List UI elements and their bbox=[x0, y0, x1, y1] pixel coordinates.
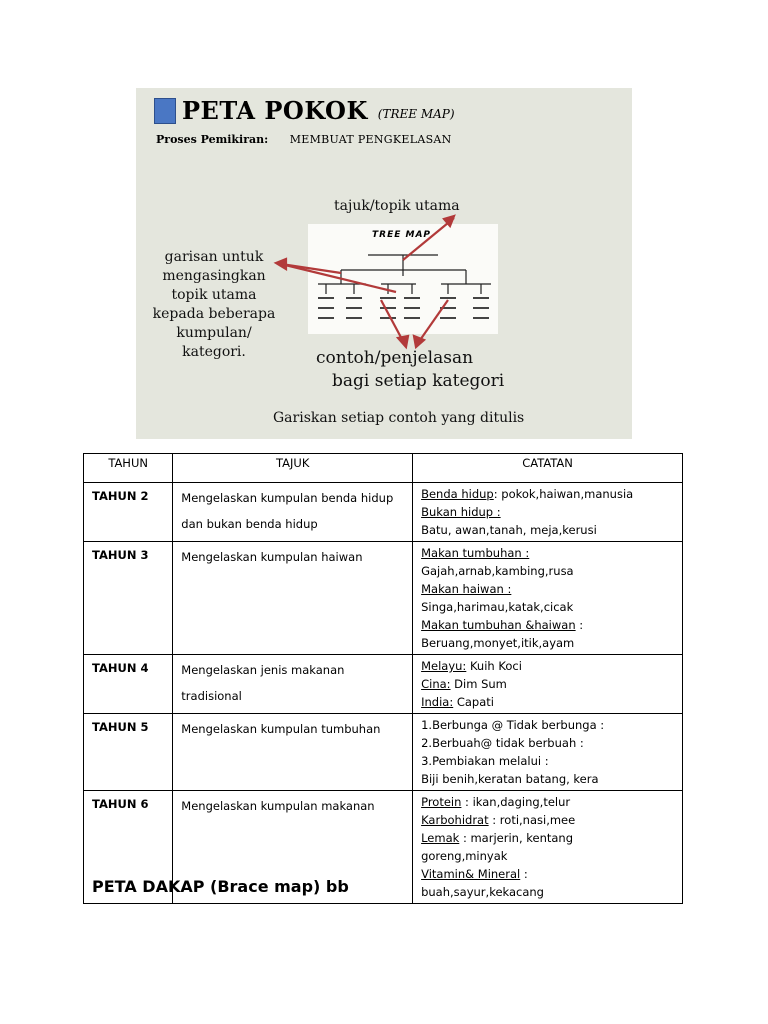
note-text: Dim Sum bbox=[450, 677, 507, 691]
note-text: : bbox=[575, 618, 584, 632]
note-category: Protein bbox=[421, 795, 462, 809]
note-category: Cina: bbox=[421, 677, 451, 691]
process-label: Proses Pemikiran: bbox=[156, 133, 269, 146]
note-category: India: bbox=[421, 695, 454, 709]
note-line bbox=[421, 770, 674, 788]
note-text: Gajah,arnab,kambing,rusa bbox=[421, 564, 574, 578]
note-text: Kuih Koci bbox=[466, 659, 522, 673]
note-category: Makan tumbuhan &haiwan bbox=[421, 618, 576, 632]
note-category: Benda hidup bbox=[421, 487, 494, 501]
header-tajuk: TAJUK bbox=[173, 454, 413, 483]
cell-notes bbox=[413, 542, 683, 655]
note-text: Biji benih,keratan batang, kera bbox=[421, 772, 599, 786]
label-examples-line-2: bagi setiap kategori bbox=[332, 371, 505, 391]
cell-title: Mengelaskan kumpulan benda hidup dan bukan benda hidup bbox=[173, 483, 413, 542]
note-line bbox=[421, 865, 674, 883]
cell-notes bbox=[413, 483, 683, 542]
note-text: 2.Berbuah@ tidak berbuah : bbox=[421, 736, 584, 750]
note-line bbox=[421, 716, 674, 734]
note-text: Batu, awan,tanah, meja,kerusi bbox=[421, 523, 597, 537]
note-text: buah,sayur,kekacang bbox=[421, 885, 544, 899]
table-row bbox=[84, 655, 683, 714]
note-text: : marjerin, kentang bbox=[459, 831, 574, 845]
header-tahun: TAHUN bbox=[84, 454, 173, 483]
footer-heading: PETA DAKAP (Brace map) bb bbox=[92, 877, 349, 896]
note-line bbox=[421, 811, 674, 829]
cell-year: TAHUN 4 bbox=[84, 655, 173, 714]
cell-notes bbox=[413, 714, 683, 791]
note-line bbox=[421, 657, 674, 675]
note-category: Makan haiwan : bbox=[421, 582, 512, 596]
slide-subtitle: (TREE MAP) bbox=[377, 106, 455, 121]
note-text: : bbox=[520, 867, 528, 881]
note-line bbox=[421, 616, 674, 634]
label-main-topic: tajuk/topik utama bbox=[334, 198, 460, 214]
note-text: : ikan,daging,telur bbox=[461, 795, 571, 809]
cell-title: Mengelaskan jenis makanan tradisional bbox=[173, 655, 413, 714]
note-line bbox=[421, 675, 674, 693]
header-catatan: CATATAN bbox=[413, 454, 683, 483]
note-line bbox=[421, 793, 674, 811]
note-line bbox=[421, 503, 674, 521]
table-row bbox=[84, 714, 683, 791]
note-text: Capati bbox=[453, 695, 494, 709]
cell-title: Mengelaskan kumpulan makanan bbox=[173, 791, 413, 904]
note-line bbox=[421, 544, 674, 562]
cell-year: TAHUN 6 bbox=[84, 791, 173, 904]
note-line bbox=[421, 598, 674, 616]
label-separator-lines: garisan untuk mengasingkan topik utama kepada beberapa kumpulan/ kategori. bbox=[152, 249, 276, 360]
cell-year: TAHUN 5 bbox=[84, 714, 173, 791]
note-category: Makan tumbuhan : bbox=[421, 546, 530, 560]
note-category: Bukan hidup : bbox=[421, 505, 501, 519]
table-row bbox=[84, 542, 683, 655]
note-text: 1.Berbunga @ Tidak berbunga : bbox=[421, 718, 605, 732]
cell-year: TAHUN 3 bbox=[84, 542, 173, 655]
note-line bbox=[421, 580, 674, 598]
note-line bbox=[421, 485, 674, 503]
note-line bbox=[421, 734, 674, 752]
cell-title: Mengelaskan kumpulan haiwan bbox=[173, 542, 413, 655]
process-value: MEMBUAT PENGKELASAN bbox=[289, 133, 452, 146]
cell-year: TAHUN 2 bbox=[84, 483, 173, 542]
note-line bbox=[421, 521, 674, 539]
note-line bbox=[421, 847, 674, 865]
label-examples-line-1: contoh/penjelasan bbox=[316, 348, 474, 368]
note-line bbox=[421, 752, 674, 770]
note-category: Lemak bbox=[421, 831, 460, 845]
note-text: Beruang,monyet,itik,ayam bbox=[421, 636, 575, 650]
note-text: 3.Pembiakan melalui : bbox=[421, 754, 549, 768]
table-row bbox=[84, 483, 683, 542]
note-text: Singa,harimau,katak,cicak bbox=[421, 600, 574, 614]
note-line bbox=[421, 562, 674, 580]
tree-map-slide-image bbox=[136, 88, 632, 439]
note-text: : roti,nasi,mee bbox=[488, 813, 576, 827]
label-footnote: Gariskan setiap contoh yang ditulis bbox=[273, 410, 525, 426]
label-examples bbox=[316, 347, 504, 393]
slide-title: PETA POKOK bbox=[182, 96, 368, 125]
note-category: Melayu: bbox=[421, 659, 467, 673]
note-line bbox=[421, 693, 674, 711]
note-line bbox=[421, 883, 674, 901]
note-text: goreng,minyak bbox=[421, 849, 508, 863]
note-text: : pokok,haiwan,manusia bbox=[493, 487, 634, 501]
table-header-row bbox=[84, 454, 683, 483]
tree-box-title: TREE MAP bbox=[372, 230, 432, 240]
cell-title: Mengelaskan kumpulan tumbuhan bbox=[173, 714, 413, 791]
cell-notes bbox=[413, 655, 683, 714]
note-line bbox=[421, 634, 674, 652]
classification-table bbox=[83, 453, 683, 904]
cell-notes bbox=[413, 791, 683, 904]
note-category: Vitamin& Mineral bbox=[421, 867, 521, 881]
note-line bbox=[421, 829, 674, 847]
note-category: Karbohidrat bbox=[421, 813, 489, 827]
